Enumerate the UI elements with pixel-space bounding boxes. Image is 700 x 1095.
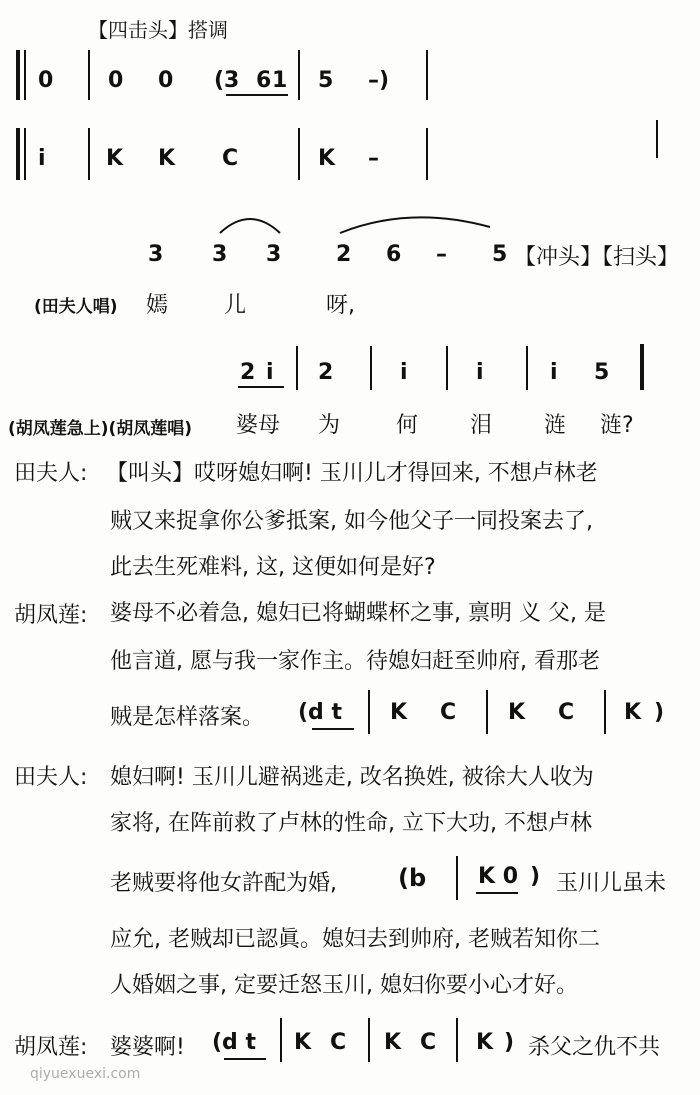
barline [296,346,298,390]
speaker-label: 田夫人: [14,461,88,486]
barline [426,50,428,100]
beam [476,892,518,894]
barline [24,128,26,180]
percussion-cue: 【冲头】【扫头】 [514,245,680,270]
percussion-note: K [384,1030,402,1055]
percussion-note: C [330,1030,347,1055]
beam [312,728,354,730]
beam [238,386,284,388]
note: K [158,146,176,171]
dialog-line: 婆婆啊! [110,1035,185,1060]
barline [280,1018,282,1062]
dialog-line: 老贼要将他女許配为婚, [110,871,337,896]
note: 2 [240,360,256,385]
system-bracket [16,50,20,100]
dialog-line: 【叫头】哎呀媳妇啊! 玉川儿才得回来, 不想卢林老 [106,461,598,486]
note: 6 [256,68,272,93]
lyric: 婆母 [236,413,281,438]
note: i [476,360,484,385]
dialog-line: 玉川儿虽未 [556,871,667,896]
lyric: 涟? [600,413,634,438]
dialog-line: 贼是怎样落案。 [110,705,265,730]
dialog-line: 贼又来捉拿你公爹抵案, 如今他父子一同投案去了, [110,509,593,534]
note: K [318,146,336,171]
dialog-line: 婆母不必着急, 媳妇已将蝴蝶杯之事, 禀明 义 父, 是 [110,601,606,626]
note: 2 [336,242,352,267]
barline [370,346,372,390]
dialog-line: 媳妇啊! 玉川儿避祸逃走, 改名换姓, 被徐大人收为 [110,765,594,790]
percussion-note: ) [504,1030,515,1055]
percussion-note: K [624,700,642,725]
note: i [266,360,274,385]
lyric: 呀, [326,293,355,318]
note: 3 [148,242,164,267]
barline [486,690,488,734]
barline [640,344,644,390]
percussion-note: K [476,1030,494,1055]
dialog-line: 人婚姻之事, 定要迁怒玉川, 媳妇你要小心才好。 [110,973,578,998]
note: K [106,146,124,171]
percussion-note: ) [654,700,665,725]
percussion-note: (d t [298,700,342,725]
percussion-note: K [508,700,526,725]
barline [298,128,300,180]
barline [604,690,606,734]
lyric: 嫣 [146,293,169,318]
beam [224,1058,266,1060]
singer-label: (胡凤莲急上)(胡凤莲唱) [8,419,193,439]
speaker-label: 田夫人: [14,765,88,790]
dialog-line: 家将, 在阵前救了卢林的性命, 立下大功, 不想卢林 [110,811,592,836]
lyric: 何 [396,413,419,438]
lyric: 泪 [470,413,493,438]
note: 3 [266,242,282,267]
lyric: 涟 [544,413,567,438]
barline [88,128,90,180]
percussion-note: (b [398,864,427,892]
note: – [368,146,379,171]
note: 1 [272,68,288,93]
dialog-line: 此去生死难料, 这, 这便如何是好? [110,555,436,580]
note: 0 [38,68,54,93]
note: 0 [158,68,174,93]
note: i [400,360,408,385]
note: 5 [492,242,508,267]
barline [24,50,26,100]
note: (3 [214,68,240,93]
percussion-note: K [390,700,408,725]
margin-mark [656,120,658,158]
note: 5 [318,68,334,93]
lyric: 儿 [224,293,247,318]
percussion-note: K [294,1030,312,1055]
barline [456,856,458,900]
percussion-note: C [440,700,457,725]
system-bracket [16,128,20,180]
barline [298,50,300,100]
barline [88,50,90,100]
slur-marks [170,205,500,240]
dialog-line: 应允, 老贼却已認眞。媳妇去到帅府, 老贼若知你二 [110,927,600,952]
note: i [38,146,46,171]
note: 5 [594,360,610,385]
note: 6 [386,242,402,267]
dialog-line: 他言道, 愿与我一家作主。待媳妇赶至帅府, 看那老 [110,649,600,674]
header-cue: 【四击头】搭调 [88,18,228,42]
note: i [550,360,558,385]
singer-label: (田夫人唱) [34,297,118,317]
note: – [436,242,447,267]
barline [368,1018,370,1062]
percussion-note: C [420,1030,437,1055]
barline [456,1018,458,1062]
percussion-note: ) [530,864,541,889]
beam [226,94,288,96]
dialog-line: 杀父之仇不共 [528,1035,661,1060]
note: 0 [108,68,124,93]
note: 3 [212,242,228,267]
note: –) [368,68,390,93]
lyric: 为 [318,413,341,438]
watermark: qiyuexuexi.com [30,1066,141,1082]
speaker-label: 胡凤莲: [14,603,88,628]
barline [446,346,448,390]
barline [426,128,428,180]
speaker-label: 胡凤莲: [14,1035,88,1060]
barline [368,690,370,734]
barline [526,346,528,390]
percussion-note: K 0 [478,864,519,889]
note: 2 [318,360,334,385]
percussion-note: (d t [212,1030,256,1055]
note: C [222,146,239,171]
percussion-note: C [558,700,575,725]
